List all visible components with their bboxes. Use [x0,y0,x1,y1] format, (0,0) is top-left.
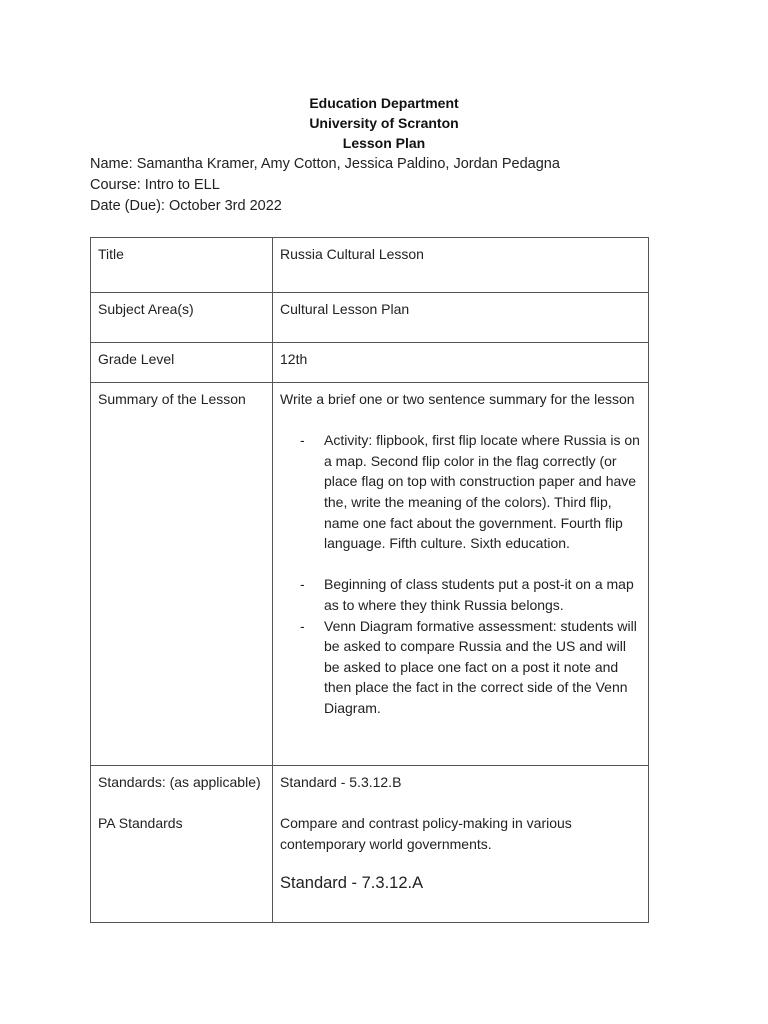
standards-label-cell [91,766,273,923]
lesson-plan-table [90,237,649,923]
summary-bullet-post-it: - Beginning of class students put a post-it on a map as to where they think Russia belongs. [280,574,641,615]
summary-label: Summary of the Lesson [91,383,273,766]
university-heading: University of Scranton [309,115,459,131]
table-row-subject [91,293,649,343]
summary-intro: Write a brief one or two sentence summary for the lesson [280,391,635,407]
summary-bullet-list-2 [280,574,641,718]
standards-label: Standards: (as applicable) [98,774,261,790]
summary-cell [273,383,649,766]
grade-label: Grade Level [91,343,273,383]
standards-cell [273,766,649,923]
title-label: Title [91,238,273,293]
pa-standards-label: PA Standards [98,815,183,832]
subject-label: Subject Area(s) [91,293,273,343]
author-names: Name: Samantha Kramer, Amy Cotton, Jessica Paldino, Jordan Pedagna [90,156,560,172]
title-value: Russia Cultural Lesson [273,238,649,293]
department-heading: Education Department [309,95,459,111]
standard-5-3-12-b-description: Compare and contrast policy-making in various contemporary world governments. [280,815,572,852]
document-title: Lesson Plan [342,135,426,151]
table-row-standards [91,766,649,923]
course-line: Course: Intro to ELL [90,177,220,193]
grade-value: 12th [273,343,649,383]
table-row-title [91,238,649,293]
summary-bullet-venn: - Venn Diagram formative assessment: students will be asked to compare Russia and the US and will be asked to place one fact on a post it note and then place the fact in the correct side of the Venn Diagram. [280,616,641,719]
standard-7-3-12-a: Standard - 7.3.12.A [280,874,424,893]
table-row-grade [91,343,649,383]
table-row-summary [91,383,649,766]
standard-5-3-12-b: Standard - 5.3.12.B [280,774,402,790]
summary-bullet-flipbook: - Activity: flipbook, first flip locate where Russia is on a map. Second flip color in the flag correctly (or place flag on top with construction paper and have the, write the meaning of the colors). Third flip, name one fact about the government. Fourth flip language. Fifth culture. Sixth education. [280,430,641,554]
summary-bullet-list [280,430,641,554]
subject-value: Cultural Lesson Plan [273,293,649,343]
due-date-line: Date (Due): October 3rd 2022 [90,198,282,214]
